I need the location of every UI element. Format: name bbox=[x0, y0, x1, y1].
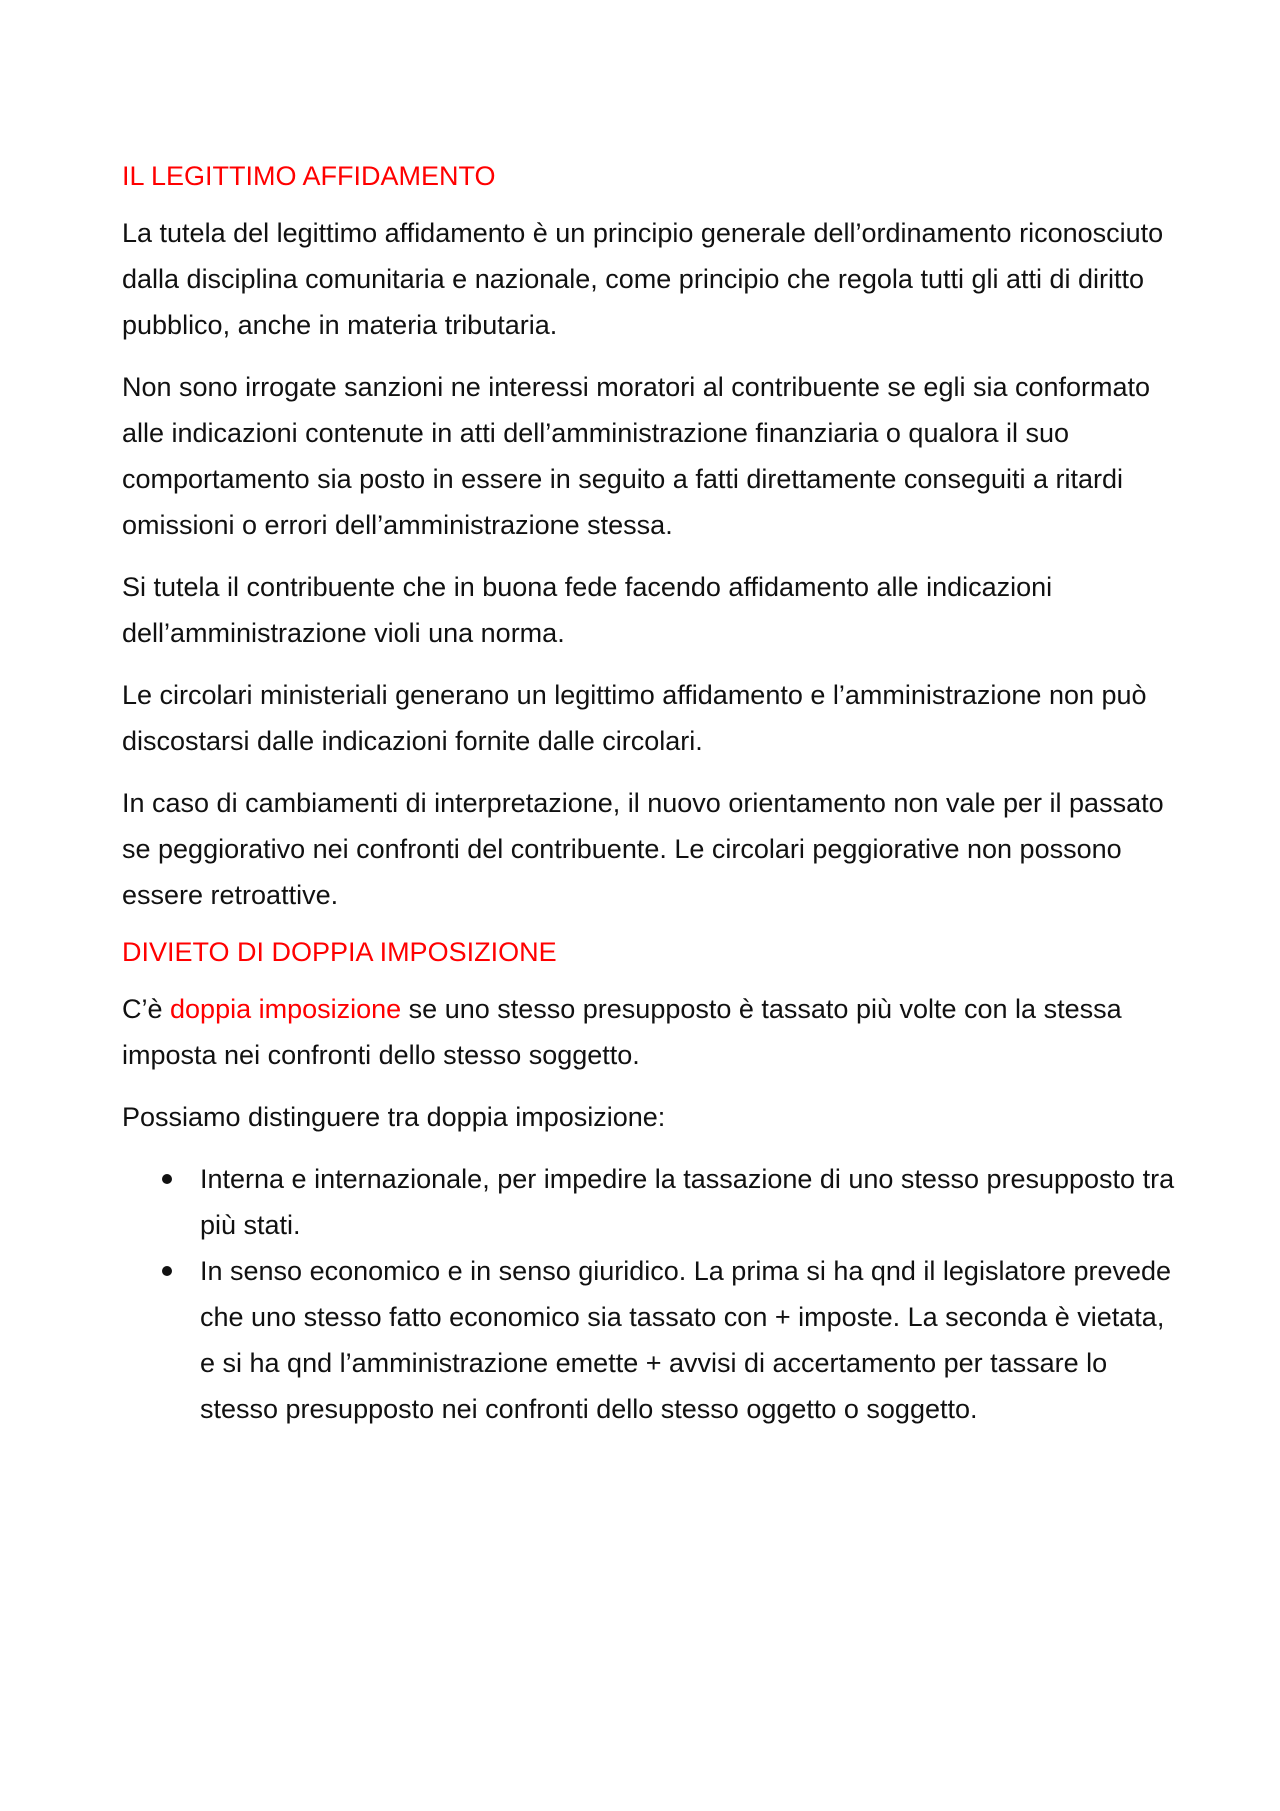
paragraph-tutela: La tutela del legittimo affidamento è un principio generale dell’ordinamento riconosciuto dalla disciplina comunitaria e nazionale, come principio che regola tutti gli atti di diritto pubblico, anche in materia tributaria. bbox=[122, 218, 1164, 340]
list-item bbox=[122, 1248, 1182, 1432]
paragraph-buona-fede: Si tutela il contribuente che in buona fede facendo affidamento alle indicazioni dell’amministrazione violi una norma. bbox=[122, 572, 1053, 648]
list-item-text: In senso economico e in senso giuridico. La prima si ha qnd il legislatore prevede che uno stesso fatto economico sia tassato con + imposte. La seconda è vietata, e si ha qnd l’amministrazione emette + avvisi di accertamento per tassare lo stesso presupposto nei confronti dello stesso oggetto o soggetto. bbox=[200, 1256, 1172, 1424]
list-item bbox=[122, 1156, 1182, 1248]
heading-doppia-imposizione: DIVIETO DI DOPPIA IMPOSIZIONE bbox=[122, 937, 557, 967]
paragraph-sanzioni: Non sono irrogate sanzioni ne interessi moratori al contribuente se egli sia conformato alle indicazioni contenute in atti dell’amministrazione finanziaria o qualora il suo comportamento sia posto in essere in seguito a fatti direttamente conseguiti a ritardi omissioni o errori dell’amministrazione stessa. bbox=[122, 372, 1151, 540]
bullet-dot-icon bbox=[162, 1174, 172, 1184]
paragraph-intro-distinzione: Possiamo distinguere tra doppia imposizione: bbox=[122, 1102, 666, 1132]
definition-suffix: se uno stesso presupposto è tassato più volte con la stessa imposta nei confronti dello stesso soggetto. bbox=[122, 994, 1122, 1070]
definition-prefix: C’è bbox=[122, 994, 171, 1024]
heading-legittimo-affidamento: IL LEGITTIMO AFFIDAMENTO bbox=[122, 161, 496, 191]
definition-highlight: doppia imposizione bbox=[170, 994, 402, 1024]
paragraph-circolari: Le circolari ministeriali generano un legittimo affidamento e l’amministrazione non può discostarsi dalle indicazioni fornite dalle circolari. bbox=[122, 680, 1147, 756]
document-page bbox=[122, 158, 1182, 1432]
list-item-text: Interna e internazionale, per impedire la tassazione di uno stesso presupposto tra più stati. bbox=[200, 1164, 1175, 1240]
bullet-dot-icon bbox=[162, 1266, 172, 1276]
paragraph-interpretazione: In caso di cambiamenti di interpretazione, il nuovo orientamento non vale per il passato se peggiorativo nei confronti del contribuente. Le circolari peggiorative non possono essere retroattive. bbox=[122, 788, 1164, 910]
paragraph-definizione bbox=[122, 986, 1182, 1078]
bullet-list bbox=[122, 1156, 1182, 1432]
